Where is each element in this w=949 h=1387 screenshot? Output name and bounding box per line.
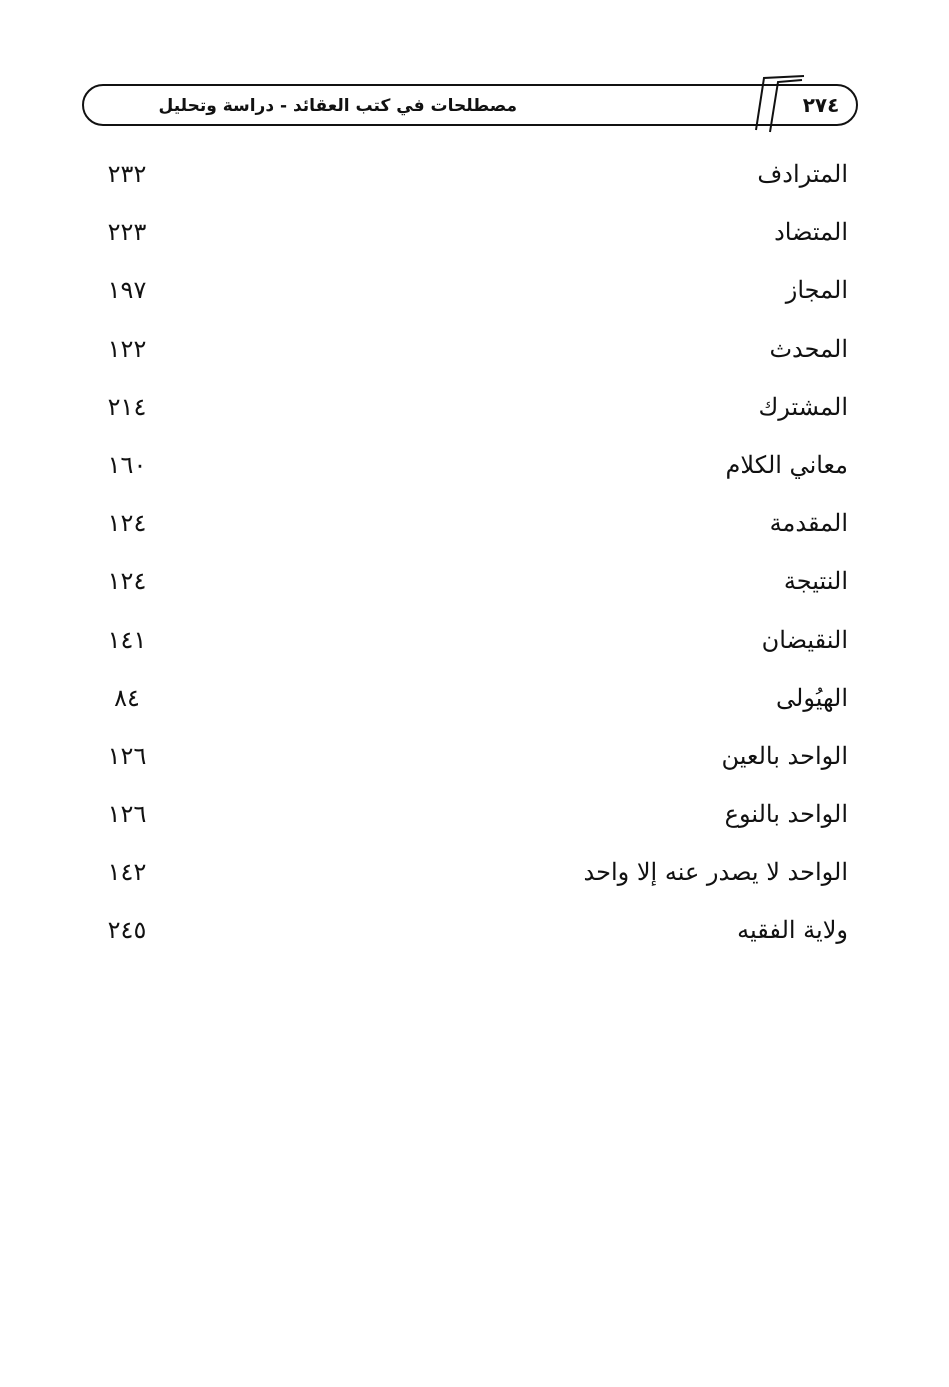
index-entry: [90, 325, 850, 383]
index-term: المحدث: [769, 334, 848, 363]
index-entry: [90, 266, 850, 324]
index-entry: [90, 790, 850, 848]
index-page-ref: ١٢٤: [107, 509, 147, 538]
index-entry: [90, 499, 850, 557]
index-page-ref: ١٢٦: [107, 741, 147, 770]
index-entry: [90, 208, 850, 266]
index-term: النقيضان: [761, 625, 848, 654]
index-term: الواحد لا يصدر عنه إلا واحد: [583, 858, 848, 887]
index-page-ref: ١٤٢: [107, 858, 147, 887]
running-header-title: مصطلحات في كتب العقائد - دراسة وتحليل: [158, 96, 517, 116]
index-term: النتيجة: [783, 567, 848, 596]
index-entry: [90, 674, 850, 732]
index-entry: [90, 616, 850, 674]
index-page-ref: ٢٢٣: [107, 218, 147, 247]
index-term: معاني الكلام: [725, 450, 848, 479]
index-page-ref: ٨٤: [114, 683, 140, 712]
index-entry: [90, 732, 850, 790]
index-page-ref: ٢٣٢: [107, 160, 147, 188]
index-term: المترادف: [757, 160, 848, 188]
index-page-ref: ٢٤٥: [107, 916, 147, 945]
index-page-ref: ١٤١: [107, 625, 147, 654]
index-page-ref: ١٩٧: [107, 276, 147, 305]
index-entry: [90, 557, 850, 615]
index-term: المجاز: [785, 276, 848, 305]
index-entry: [90, 383, 850, 441]
index-term: المتضاد: [774, 218, 848, 247]
index-entry: [90, 848, 850, 906]
index-list: [90, 150, 850, 965]
index-entry: [90, 150, 850, 208]
page-number: ٢٧٤: [802, 93, 840, 117]
index-term: الواحد بالعين: [721, 741, 848, 770]
index-page-ref: ١٦٠: [107, 450, 147, 479]
index-term: المقدمة: [769, 509, 848, 538]
index-page-ref: ٢١٤: [107, 392, 147, 421]
index-entry: [90, 906, 850, 964]
index-page-ref: ١٢٤: [107, 567, 147, 596]
index-term: الهيُولى: [776, 683, 848, 712]
index-entry: [90, 441, 850, 499]
index-page-ref: ١٢٢: [107, 334, 147, 363]
index-page-ref: ١٢٦: [107, 800, 147, 829]
index-term: المشترك: [758, 392, 848, 421]
index-term: ولاية الفقيه: [737, 916, 848, 945]
index-term: الواحد بالنوع: [724, 800, 848, 829]
